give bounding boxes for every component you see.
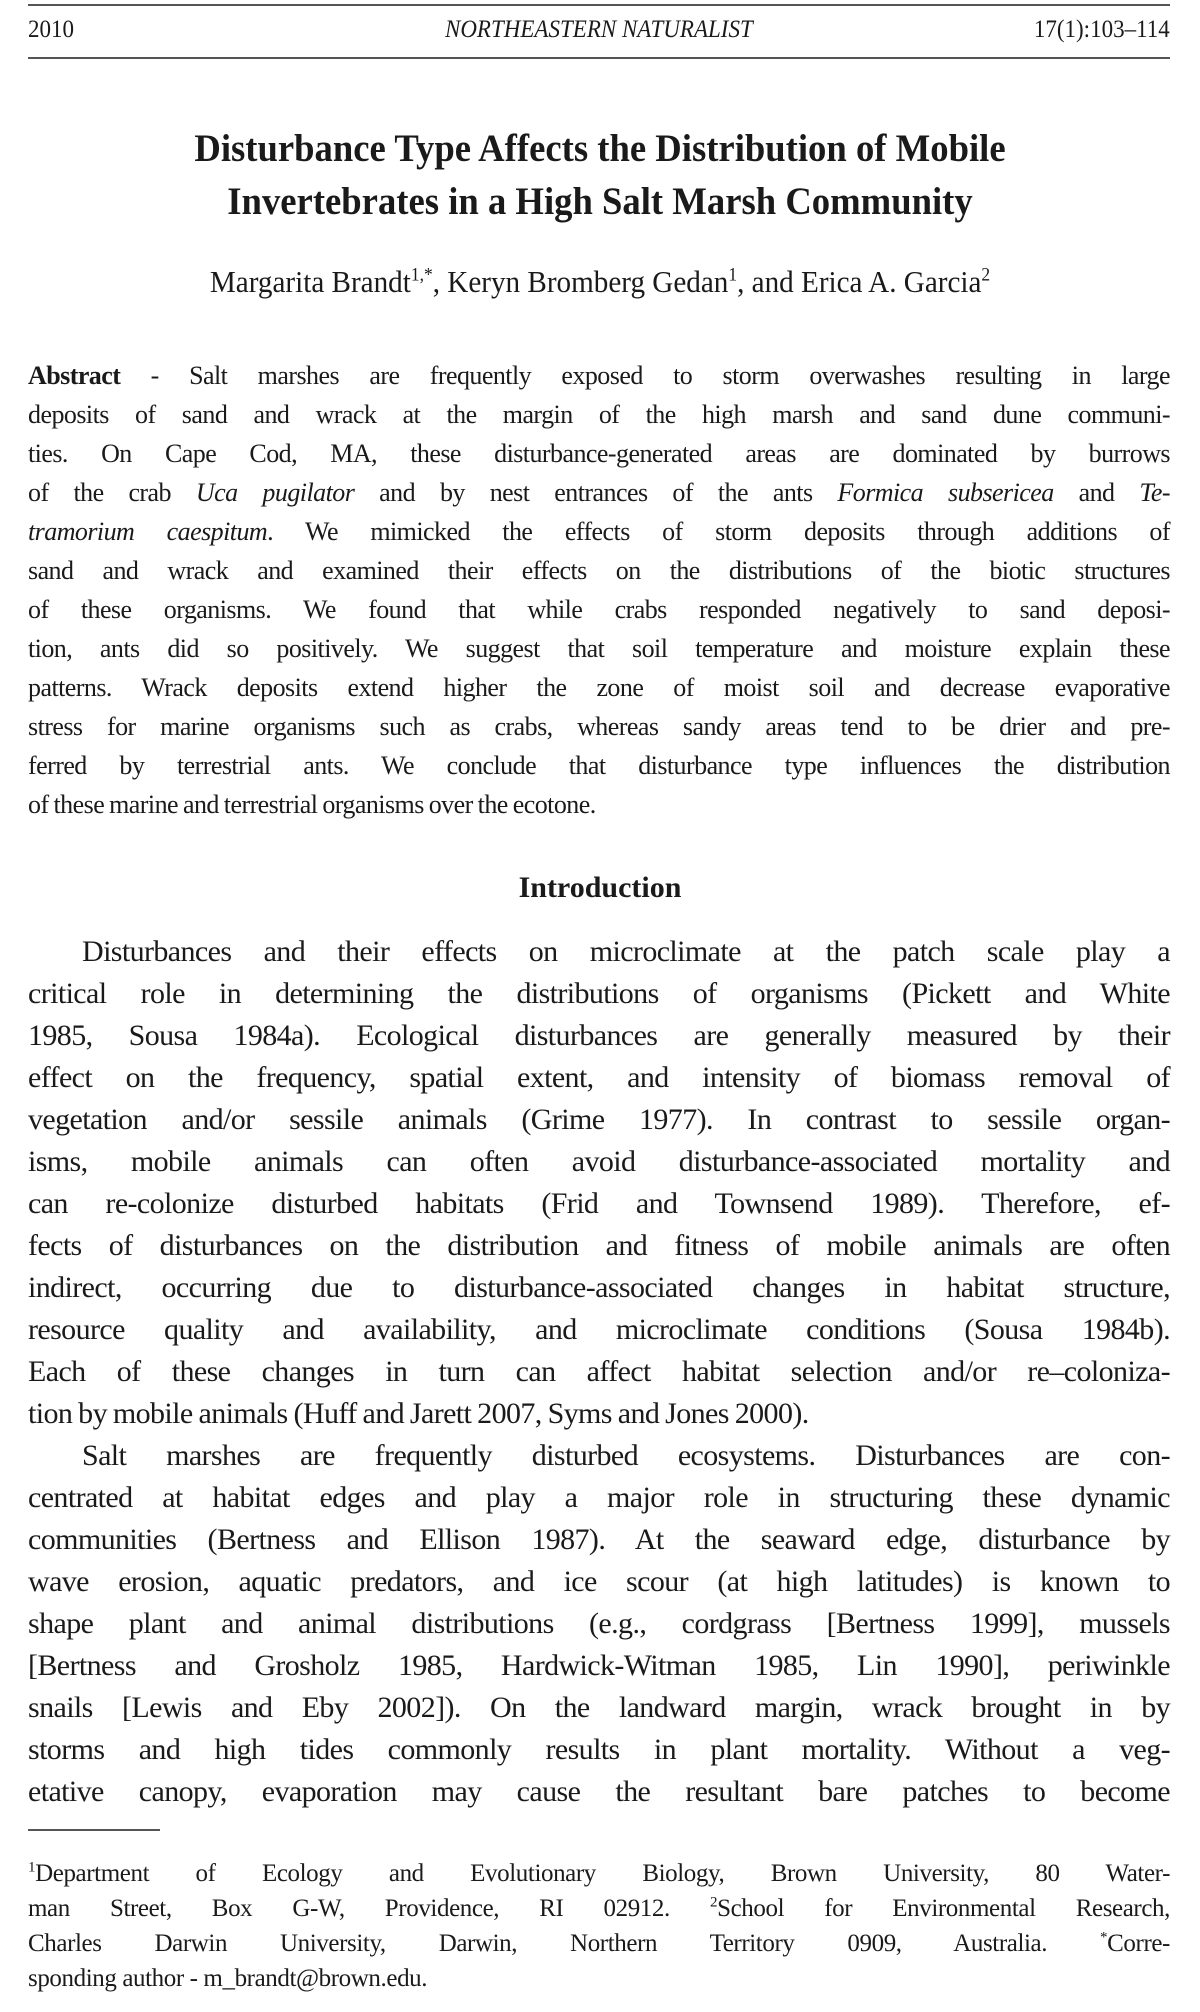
header-rule-bottom — [28, 57, 1170, 59]
running-head — [28, 13, 1170, 47]
footnote-line: Charles Darwin University, Darwin, Northern Territory 0909, Australia. *Corre- — [28, 1929, 1170, 1957]
section-heading-introduction: Introduction — [518, 871, 682, 904]
introduction-body — [28, 931, 1170, 1813]
abstract-line: deposits of sand and wrack at the margin of the high marsh and sand dune communi- — [28, 400, 1170, 429]
species-name: Te- — [1139, 478, 1170, 507]
abstract-line: of the crab Uca pugilator and by nest entrances of the ants Formica subsericea and Te- — [28, 478, 1170, 507]
publication-year: 2010 — [28, 16, 74, 43]
body-line: fects of disturbances on the distribution and fitness of mobile animals are often — [28, 1229, 1170, 1262]
abstract — [28, 356, 1170, 824]
abstract-line: tramorium caespitum. We mimicked the effects of storm deposits through additions of — [28, 517, 1170, 546]
body-line: Each of these changes in turn can affect habitat selection and/or re–coloniza- — [28, 1355, 1170, 1388]
body-line: storms and high tides commonly results in plant mortality. Without a veg- — [28, 1733, 1170, 1766]
affiliation-marker: 1 — [728, 264, 738, 286]
abstract-line: stress for marine organisms such as crabs, whereas sandy areas tend to be drier and pre- — [28, 712, 1170, 741]
header-rule-top — [28, 4, 1170, 6]
title-line: Invertebrates in a High Salt Marsh Community — [227, 180, 973, 223]
author-name: Margarita Brandt — [209, 264, 411, 299]
body-line: Disturbances and their effects on microclimate at the patch scale play a — [82, 935, 1170, 968]
title-line: Disturbance Type Affects the Distribution of Mobile — [194, 127, 1006, 170]
footnote-separator — [28, 1829, 160, 1831]
body-line: wave erosion, aquatic predators, and ice scour (at high latitudes) is known to — [28, 1565, 1170, 1598]
paper-title — [0, 122, 1200, 228]
body-line: can re-colonize disturbed habitats (Frid and Townsend 1989). Therefore, ef- — [28, 1187, 1170, 1220]
affiliation-footnote — [28, 1856, 1170, 1996]
affiliation-marker: 1,* — [410, 264, 433, 286]
journal-name: NORTHEASTERN NATURALIST — [444, 16, 753, 43]
body-line: indirect, occurring due to disturbance-associated changes in habitat structure, — [28, 1271, 1170, 1304]
corresponding-author-email[interactable]: sponding author - m_brandt@brown.edu. — [28, 1965, 428, 1992]
abstract-line: tion, ants did so positively. We suggest that soil temperature and moisture explain these — [28, 634, 1170, 663]
body-line: vegetation and/or sessile animals (Grime 1977). In contrast to sessile organ- — [28, 1103, 1170, 1136]
abstract-line: of these organisms. We found that while crabs responded negatively to sand deposi- — [28, 595, 1170, 624]
author-list — [0, 262, 1200, 302]
abstract-line: Abstract - Salt marshes are frequently exposed to storm overwashes resulting in large — [28, 361, 1170, 390]
footnote-line: man Street, Box G-W, Providence, RI 02912. $^2$School for Environmental Research, — [28, 1894, 1170, 1922]
species-name: Formica subsericea — [837, 478, 1054, 507]
body-line: resource quality and availability, and microclimate conditions (Sousa 1984b). — [28, 1313, 1170, 1346]
body-line: communities (Bertness and Ellison 1987). At the seaward edge, disturbance by — [28, 1523, 1170, 1556]
affiliation-marker: 2 — [981, 264, 991, 286]
abstract-line: ferred by terrestrial ants. We conclude that disturbance type influences the distribution — [28, 751, 1170, 780]
author-name: , Keryn Bromberg Gedan — [432, 264, 729, 299]
body-line: critical role in determining the distributions of organisms (Pickett and White — [28, 977, 1170, 1010]
abstract-line: sand and wrack and examined their effects on the distributions of the biotic structures — [28, 556, 1170, 585]
body-line: shape plant and animal distributions (e.g., cordgrass [Bertness 1999], mussels — [28, 1607, 1170, 1640]
abstract-line: patterns. Wrack deposits extend higher the zone of moist soil and decrease evaporative — [28, 673, 1170, 702]
body-line: tion by mobile animals (Huff and Jarett 2007, Syms and Jones 2000). — [28, 1397, 809, 1430]
body-line: snails [Lewis and Eby 2002]). On the landward margin, wrack brought in by — [28, 1691, 1170, 1724]
author-name: , and Erica A. Garcia — [737, 264, 982, 299]
body-line: isms, mobile animals can often avoid disturbance-associated mortality and — [28, 1145, 1170, 1178]
abstract-line: of these marine and terrestrial organisms over the ecotone. — [28, 790, 596, 819]
footnote-line: $^1$Department of Ecology and Evolutionary Biology, Brown University, 80 Water- — [28, 1859, 1170, 1887]
volume-pages: 17(1):103–114 — [1033, 16, 1170, 43]
body-line: etative canopy, evaporation may cause the resultant bare patches to become — [28, 1775, 1170, 1808]
species-name: Uca pugilator — [195, 478, 355, 507]
body-line: centrated at habitat edges and play a major role in structuring these dynamic — [28, 1481, 1170, 1514]
abstract-line: ties. On Cape Cod, MA, these disturbance-generated areas are dominated by burrows — [28, 439, 1170, 468]
body-line: effect on the frequency, spatial extent, and intensity of biomass removal of — [28, 1061, 1170, 1094]
body-line: 1985, Sousa 1984a). Ecological disturbances are generally measured by their — [28, 1019, 1170, 1052]
abstract-label: Abstract — [28, 361, 121, 390]
species-name: tramorium caespitum — [28, 517, 268, 546]
body-line: Salt marshes are frequently disturbed ecosystems. Disturbances are con- — [82, 1439, 1170, 1472]
body-line: [Bertness and Grosholz 1985, Hardwick-Witman 1985, Lin 1990], periwinkle — [28, 1649, 1170, 1682]
